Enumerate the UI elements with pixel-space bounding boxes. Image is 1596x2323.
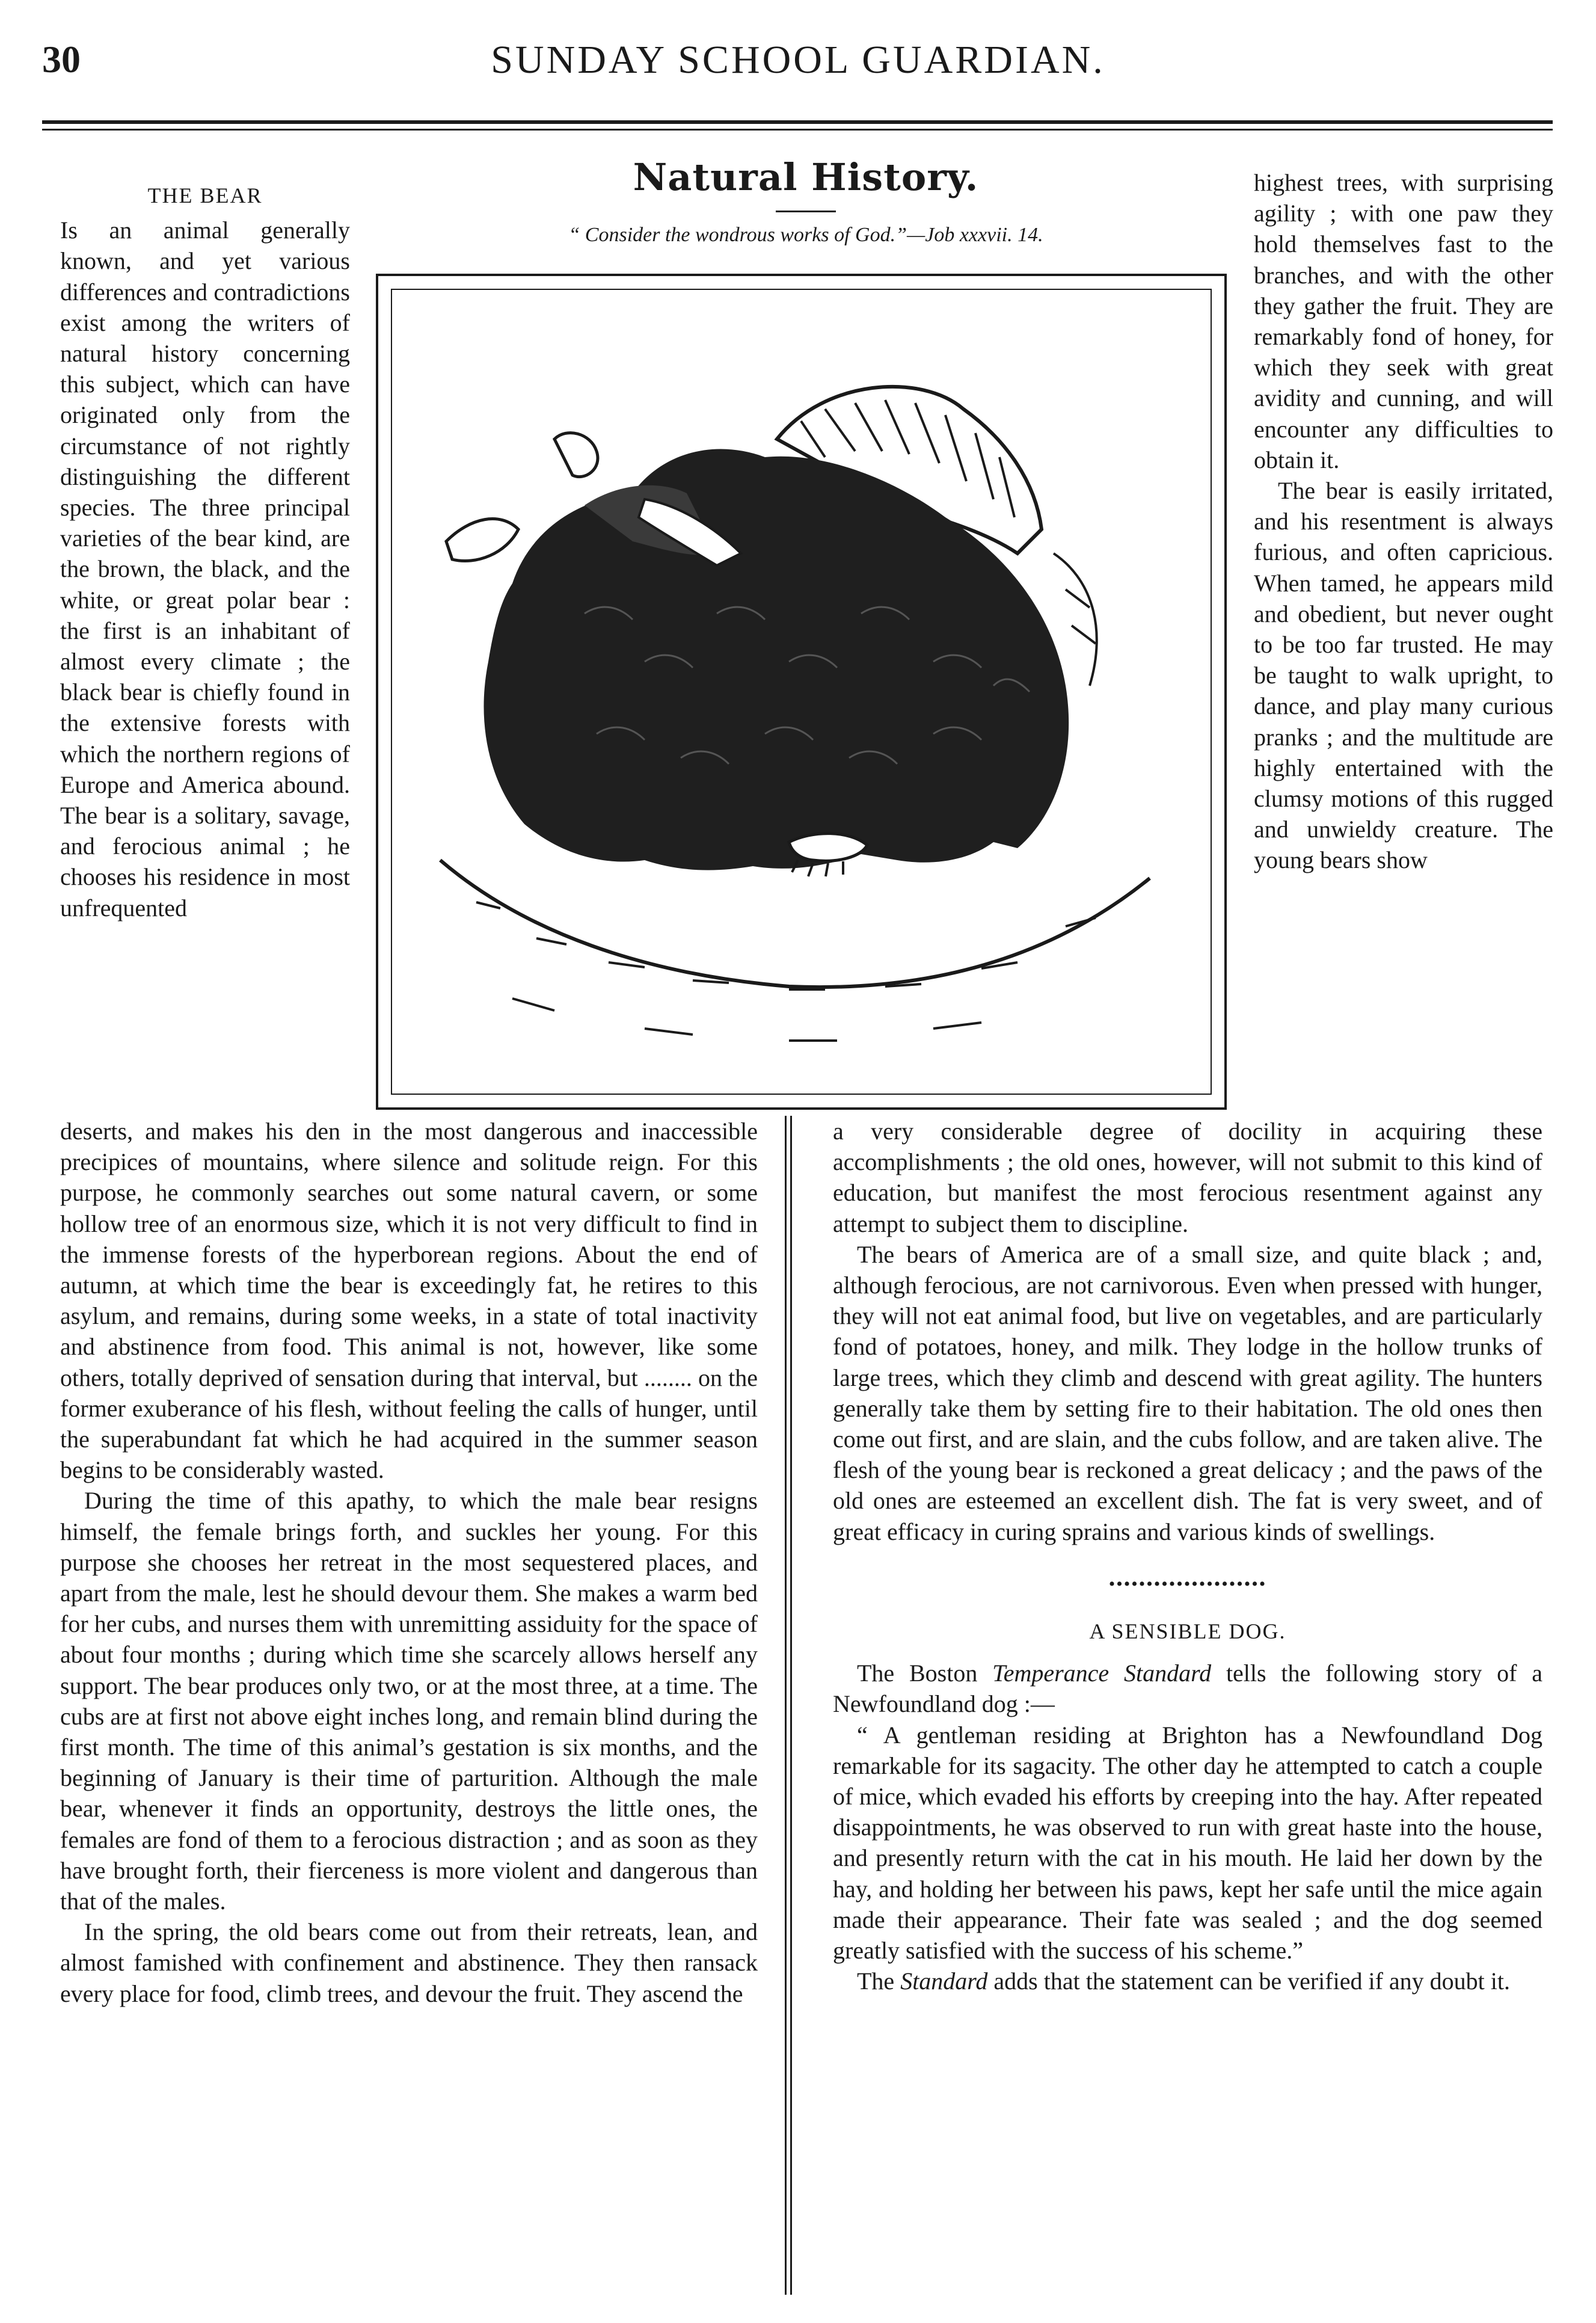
section-ornament: ••••••••••••••••••••• <box>1108 1574 1267 1594</box>
bear-temper-paragraph: The bear is easily irritated, and his resentment is always furious, and often capricious. When tamed, he appears mild and obedient, but never ought to be too far trusted. He may be taught to walk upright, to dance, and play many curious pranks ; and the multitude are highly entertained with the clumsy motions of this rugged and unwieldy creature. The young bears show <box>1254 477 1553 874</box>
dog-closing-a: The <box>857 1968 901 1995</box>
dog-article-title: A SENSIBLE DOG. <box>1089 1619 1286 1644</box>
ground-hatching <box>476 902 1096 1041</box>
ground-line <box>440 860 1150 987</box>
bear-climbing-paragraph: highest trees, with surprising agility ; with one paw they hold themselves fast to the branches, and with the other they gather the fruit. They are remarkably fond of honey, for which they seek with great avidity and cunning, and will encounter any difficulties to obtain it. <box>1254 169 1553 473</box>
bear-engraving <box>404 301 1198 1083</box>
american-bears-paragraph: The bears of America are of a small size, and quite black ; and, although ferocious, are not carnivorous. Even when pressed with hunger, they will not eat animal food, but live on vegetables, and are particularly fond of potatoes, honey, and milk. They lodge in the hollow trunks of large trees, which they climb and descend with great agility. The hunters generally take them by setting fire to their habitation. The old ones then come out first, and are slain, and the cubs follow, and are taken alive. The flesh of the young bear is reckoned a great delicacy ; and the paws of the old ones are esteemed an excellent dish. The fat is very sweet, and of great efficacy in curing sprains and various kinds of swellings. <box>833 1240 1542 1545</box>
dog-intro-paragraph <box>833 1658 1542 1719</box>
header-rule-thin <box>42 129 1553 131</box>
plant-tuft <box>446 519 518 561</box>
bear-article-left-column <box>60 180 350 923</box>
bear-article-right-column <box>1254 167 1553 876</box>
bear-den-paragraph: deserts, and makes his den in the most dangerous and inaccessible precipices of mountains, where silence and solitude reign. For this purpose, he commonly searches out some natural cavern, or some hollow tree of an enormous size, which it is not very difficult to find in the immense forests of the hyperborean regions. About the end of autumn, at which time the bear is exceedingly fat, he retires to this asylum, and remains, during some weeks, in a state of total inactivity and abstinence from food. This animal is not, however, like some others, totally deprived of sensation during that interval, but ........ on the former exuberance of his flesh, without feeling the calls of hunger, until the superabundant fat which he had acquired in the summer season begins to be considerably wasted. <box>60 1118 758 1484</box>
bear-body <box>484 449 1069 870</box>
bear-docility-paragraph: a very considerable degree of docility in acquiring these accomplishments ; the old ones, however, will not submit to this kind of education, but manifest the most ferocious resentment against any attempt to subject them to discipline. <box>833 1118 1542 1237</box>
dog-story-paragraph: “ A gentleman residing at Brighton has a Newfoundland Dog remarkable for its sagacity. The other day he attempted to catch a couple of mice, which evaded his efforts by creeping into the hay. After repeated disappointments, he was observed to run with great haste into the house, and presently return with the cat in his mouth. He laid her down by the hay, and holding her between his paws, kept her safe until the mice again made their appearance. Their fate was sealed ; and the dog seemed greatly satisfied with the success of his scheme.” <box>833 1721 1542 1965</box>
header-rule-thick <box>42 120 1553 124</box>
bear-spring-paragraph: In the spring, the old bears come out from their retreats, lean, and almost famished with confinement and abstinence. They then ransack every place for food, climb trees, and devour the fruit. They ascend the <box>60 1918 758 2007</box>
running-title: SUNDAY SCHOOL GUARDIAN. <box>491 38 1105 82</box>
bear-article-lower-left <box>60 1116 758 2009</box>
dog-intro-a: The Boston <box>857 1660 993 1687</box>
bear-article-intro: Is an animal generally known, and yet various differences and contradictions exist among the writers of natural history concerning this subject, which can have originated only from the circumstance of not rightly distinguishing the different species. The three principal varieties of the bear kind, are the brown, the black, and the white, or great polar bear : the first is an inhabitant of almost every climate ; the black bear is chiefly found in the extensive forests with which the northern regions of Europe and America abound. The bear is a solitary, savage, and ferocious animal ; he chooses his residence in most unfrequented <box>60 217 350 922</box>
bear-article-title: THE BEAR <box>147 183 263 208</box>
dog-closing-source: Standard <box>900 1968 988 1995</box>
heading-dash <box>776 211 836 212</box>
natural-history-heading: Natural History. <box>633 155 979 199</box>
bear-cubs-paragraph: During the time of this apathy, to which the male bear resigns himself, the female brings forth, and suckles her young. For this purpose she chooses her retreat in the most sequestered places, and apart from the male, lest he should devour them. She makes a warm bed for her cubs, and nurses them with unremitting assiduity for the space of about four months ; during which time she scarcely allows herself any support. The bear produces only two, or at the most three, at a time. The cubs are at first not above eight inches long, and remain blind during the first month. The time of this animal’s gestation is six months, and the beginning of January is their time of parturition. Although the male bear, whenever it finds an opportunity, destroys the little ones, the females are fond of them to a ferocious distraction ; and as soon as they have brought forth, their fierceness is more violent and dangerous than that of the males. <box>60 1487 758 1915</box>
dog-closing-b: adds that the statement can be verified if any doubt it. <box>987 1968 1511 1995</box>
bear-article-lower-right <box>833 1116 1542 1996</box>
natural-history-epigraph: “ Consider the wondrous works of God.”—Job xxxvii. 14. <box>568 224 1043 246</box>
column-divider-right <box>790 1116 792 2295</box>
page-number: 30 <box>42 38 81 81</box>
bear-paw <box>789 834 867 861</box>
dog-intro-b: tells the following story of a Newfoundland dog :— <box>833 1660 1543 1718</box>
column-divider-left <box>785 1116 787 2295</box>
bear-ear <box>554 433 598 477</box>
dog-intro-source: Temperance Standard <box>992 1660 1212 1687</box>
dog-closing-paragraph <box>833 1966 1542 1996</box>
